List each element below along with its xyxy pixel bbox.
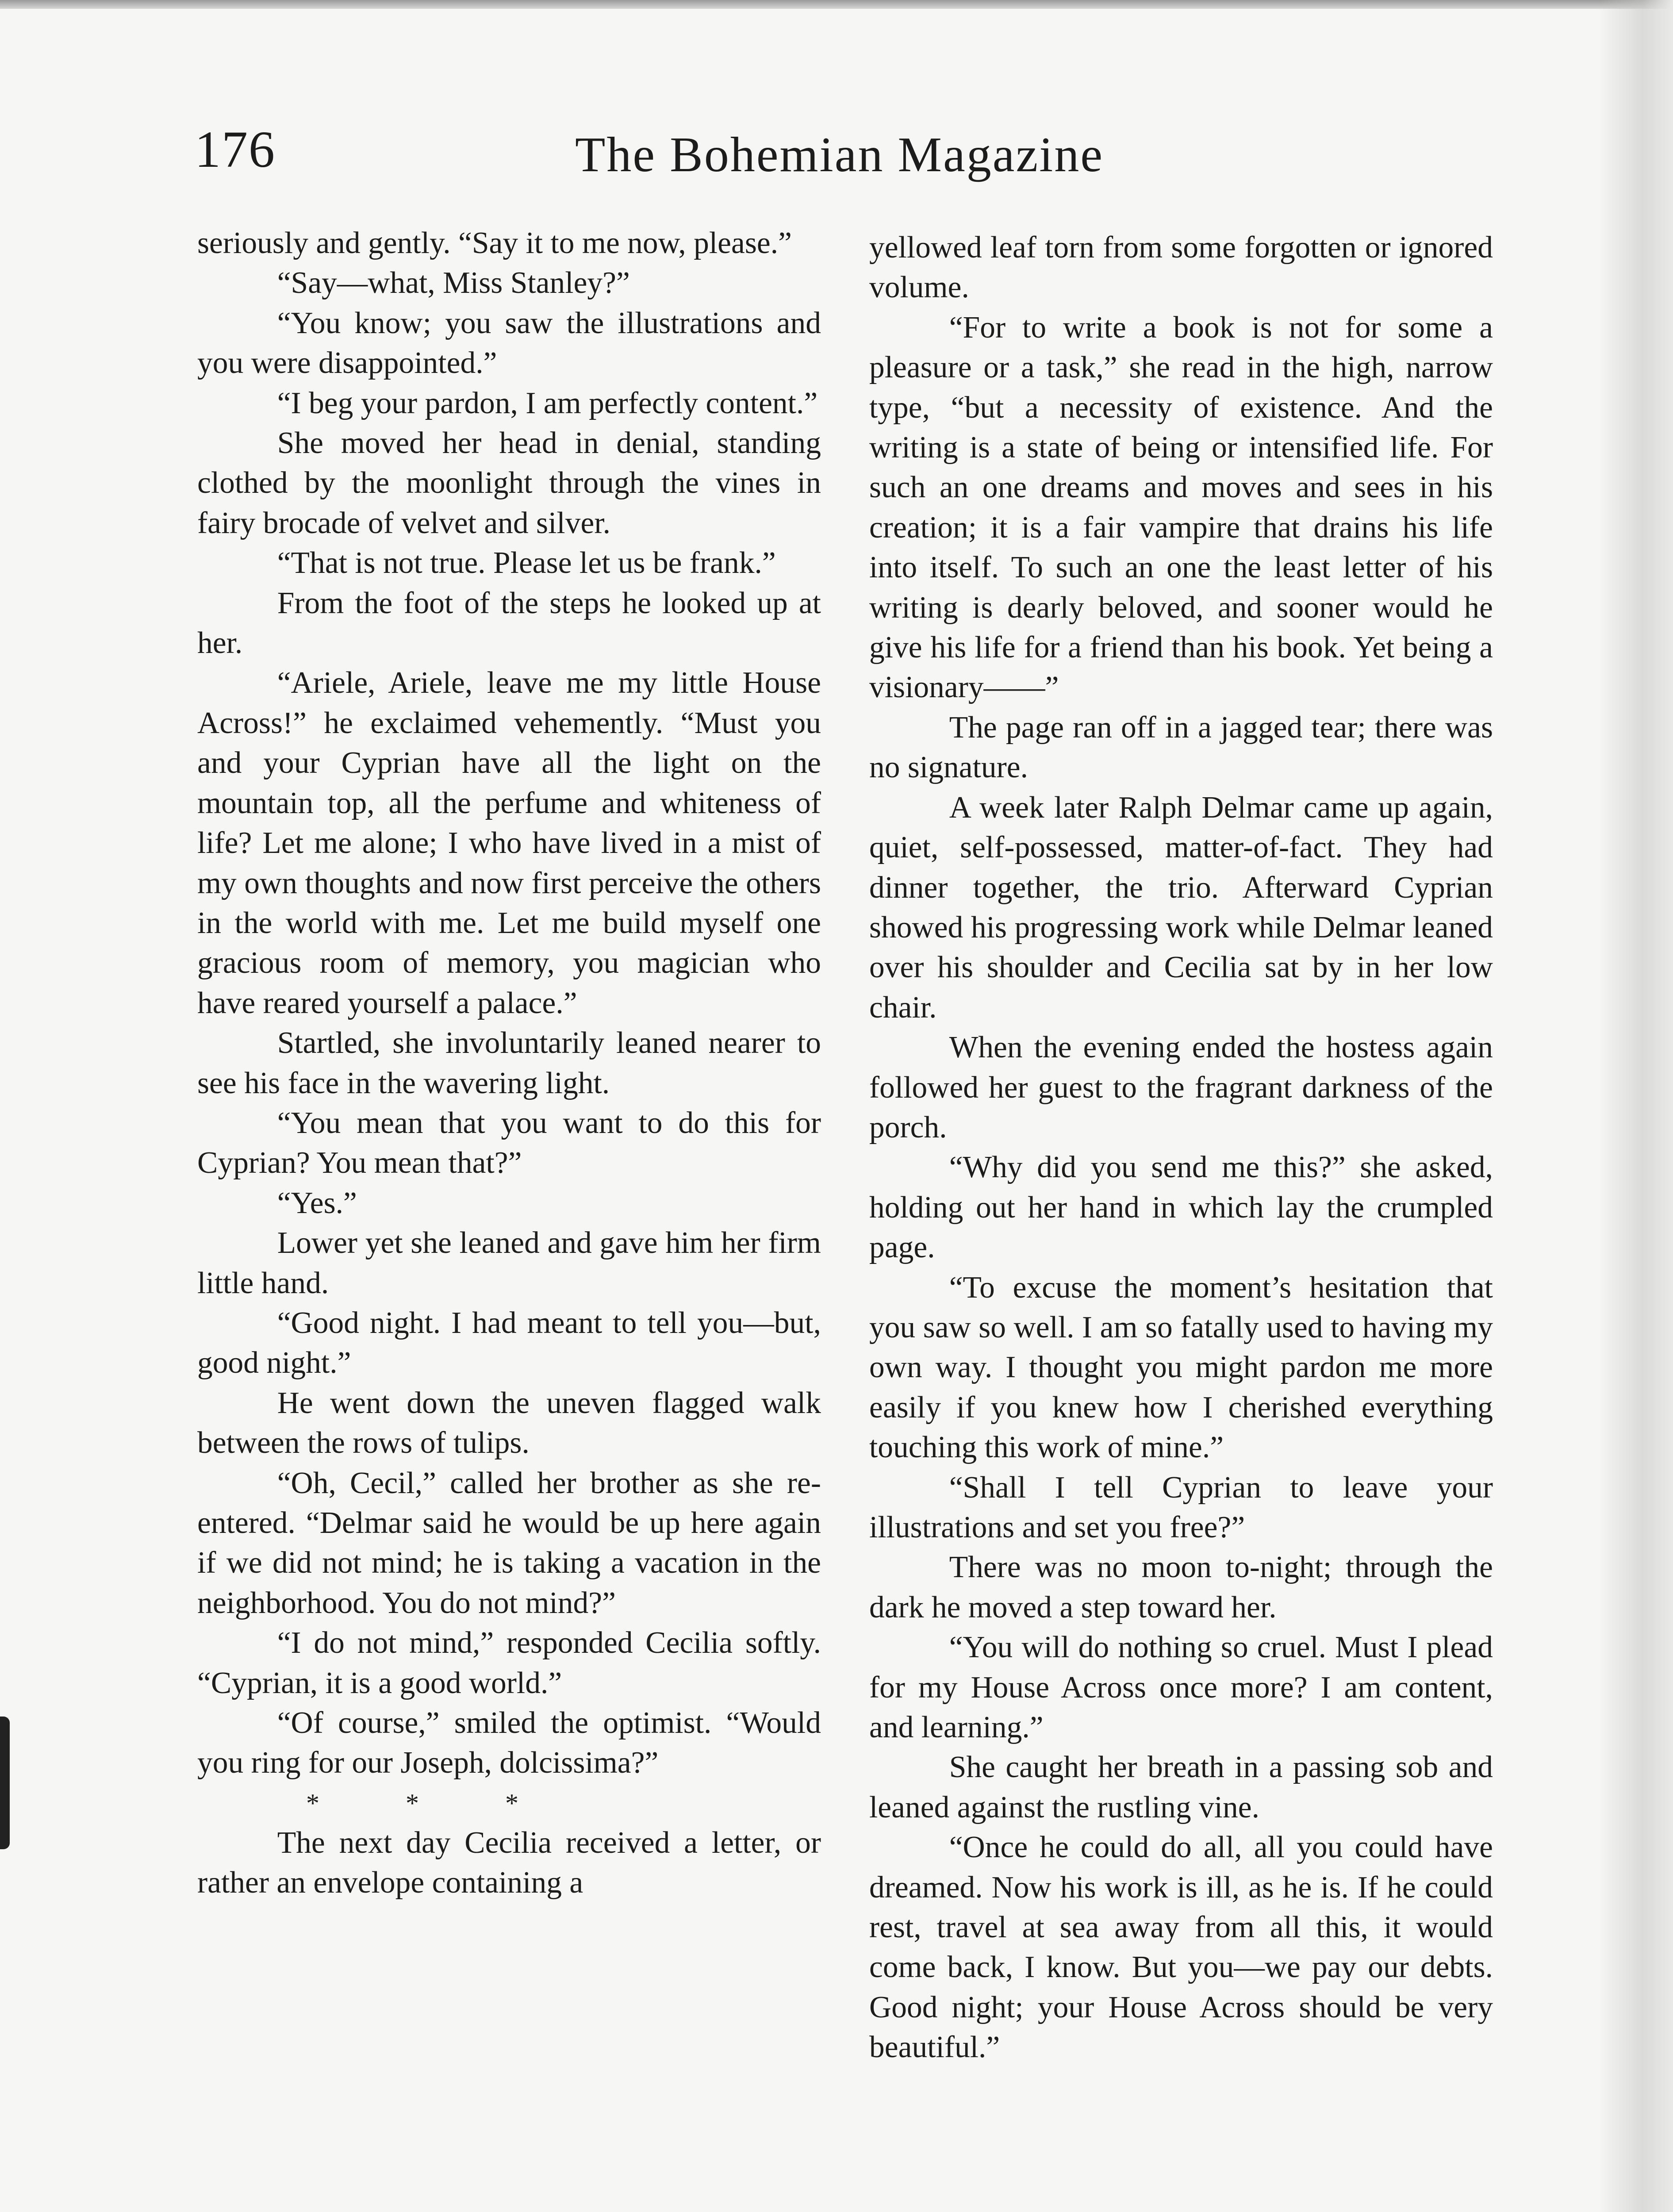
running-title: The Bohemian Magazine [575, 127, 1104, 182]
paragraph: The next day Cecilia received a letter, or rather an envelope containing a [197, 1825, 821, 1900]
paragraph: “You know; you saw the illustrations and you were disappointed.” [197, 306, 821, 380]
page-top-edge [0, 0, 1673, 9]
paragraph: “Good night. I had meant to tell you—but, good night.” [197, 1306, 821, 1380]
paragraph: “For to write a book is not for some a pleasure or a task,” she read in the high, narrow type, “but a necessity of existence. And the writing is a state of being or intensified life. For such an one dreams and moves and sees in his creation; it is a fair vampire that drains his life into itself. To such an one the least letter of his writing is dearly beloved, and sooner would he give his life for a friend than his book. Yet being a visionary——” [869, 310, 1493, 705]
paragraph: He went down the uneven flagged walk between the rows of tulips. [197, 1386, 821, 1460]
paragraph: A week later Ralph Delmar came up again, quiet, self-possessed, matter-of-fact. They had dinner together, the trio. Afterward Cyprian showed his progressing work while Delmar leaned over his shoulder and Cecilia sat by in her low chair. [869, 790, 1493, 1025]
paragraph: “That is not true. Please let us be frank.” [277, 546, 776, 580]
binding-mark [0, 1717, 10, 1849]
paragraph: “Yes.” [277, 1186, 357, 1220]
paragraph: “I beg your pardon, I am perfectly content.” [277, 386, 818, 420]
paragraph: “Ariele, Ariele, leave me my little House Across!” he exclaimed vehemently. “Must you and your Cyprian have all the light on the mountain top, all the perfume and whiteness of life? Let me alone; I who have lived in a mist of my own thoughts and now first perceive the others in the world with me. Let me build myself one gracious room of memory, you magician who have reared yourself a palace.” [197, 666, 821, 1020]
paragraph: yellowed leaf torn from some forgotten or ignored volume. [869, 230, 1493, 305]
paragraph: “To excuse the moment’s hesitation that you saw so well. I am so fatally used to having my own way. I thought you might pardon me more easily if you knew how I cherished everything touching this work of mine.” [869, 1270, 1493, 1465]
paragraph: “Of course,” smiled the optimist. “Would you ring for our Joseph, dolcissima?” [197, 1706, 821, 1780]
page-right-shadow [1598, 0, 1673, 2212]
paragraph: seriously and gently. “Say it to me now, please.” [197, 226, 792, 260]
paragraph: “You mean that you want to do this for Cyprian? You mean that?” [197, 1106, 821, 1180]
paragraph: “Shall I tell Cyprian to leave your illustrations and set you free?” [869, 1470, 1493, 1544]
paragraph: “Why did you send me this?” she asked, holding out her hand in which lay the crumpled page. [869, 1150, 1493, 1265]
left-text-column [197, 223, 821, 1903]
paragraph: From the foot of the steps he looked up at her. [197, 586, 821, 661]
paragraph: “Once he could do all, all you could have dreamed. Now his work is ill, as he is. If he could rest, travel at sea away from all this, it would come back, I know. But you—we pay our debts. Good night; your House Across should be very beautiful.” [869, 1830, 1493, 2065]
right-text-column [869, 228, 1493, 2068]
paragraph: When the evening ended the hostess again followed her guest to the fragrant darkness of the porch. [869, 1030, 1493, 1144]
paragraph: “You will do nothing so cruel. Must I plead for my House Across once more? I am content, and learning.” [869, 1630, 1493, 1745]
paragraph: She caught her breath in a passing sob and leaned against the rustling vine. [869, 1750, 1493, 1824]
section-break: * * * [306, 1788, 558, 1818]
page-header [195, 119, 1132, 199]
paragraph: There was no moon to-night; through the dark he moved a step toward her. [869, 1550, 1493, 1624]
paragraph: Startled, she involuntarily leaned nearer to see his face in the wavering light. [197, 1026, 821, 1100]
paragraph: The page ran off in a jagged tear; there was no signature. [869, 710, 1493, 785]
page-number: 176 [195, 120, 276, 178]
paragraph: Lower yet she leaned and gave him her firm little hand. [197, 1226, 821, 1300]
paragraph: “I do not mind,” responded Cecilia softly. “Cyprian, it is a good world.” [197, 1626, 821, 1700]
paragraph: She moved her head in denial, standing clothed by the moonlight through the vines in fairy brocade of velvet and silver. [197, 426, 821, 540]
paragraph: “Say—what, Miss Stanley?” [277, 266, 630, 300]
paragraph: “Oh, Cecil,” called her brother as she re-entered. “Delmar said he would be up here again if we did not mind; he is taking a vacation in the neighborhood. You do not mind?” [197, 1466, 821, 1620]
